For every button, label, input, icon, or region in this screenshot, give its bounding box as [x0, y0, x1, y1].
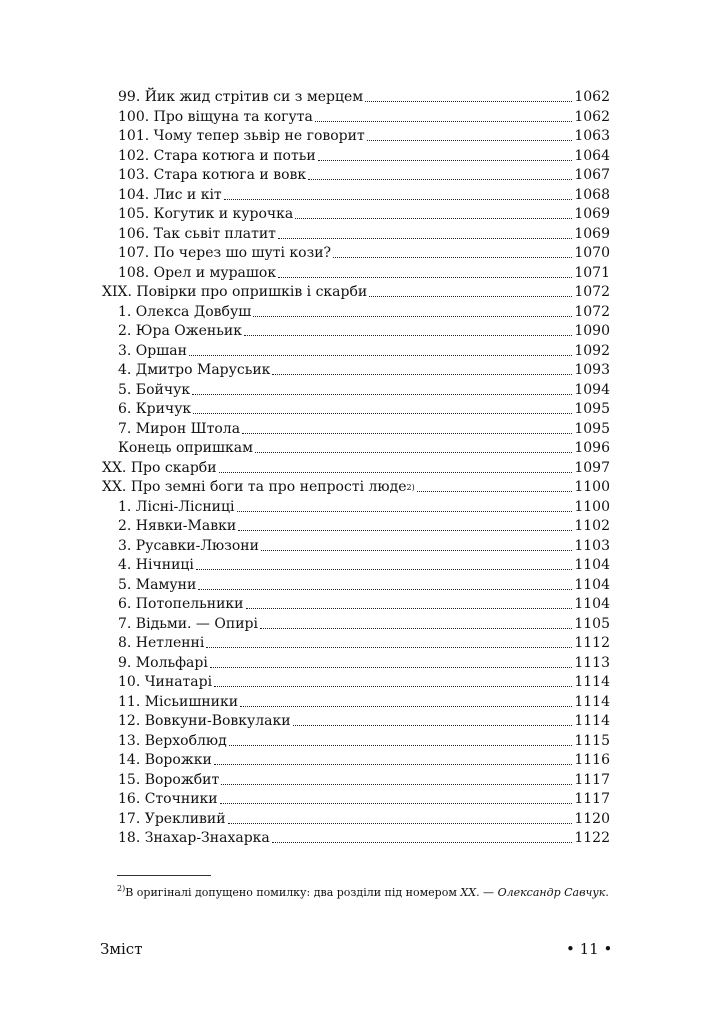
- toc-entry-page: 1064: [574, 147, 610, 164]
- toc-entry-page: 1062: [574, 89, 610, 105]
- toc-entry-page: 1097: [574, 459, 610, 476]
- dot-leader: [260, 628, 572, 629]
- dot-leader: [318, 160, 573, 161]
- dot-leader: [244, 335, 572, 336]
- toc-entry: [118, 147, 610, 166]
- toc-entry-page: 1093: [574, 362, 610, 378]
- dot-leader: [240, 706, 572, 707]
- toc-entry-title: 106. Так сьвіт платит: [118, 225, 276, 242]
- dot-leader: [253, 316, 572, 317]
- toc-entry-page: 1070: [574, 245, 610, 261]
- toc-entry-title: 17. Урекливий: [118, 810, 226, 827]
- toc-entry-title: 5. Бойчук: [118, 381, 191, 398]
- toc-entry: [118, 595, 610, 614]
- toc-entry: [118, 205, 610, 224]
- toc-entry-page: 1120: [574, 810, 610, 827]
- toc-entry-page: 1122: [574, 830, 610, 846]
- toc-entry-page: 1069: [574, 206, 610, 222]
- toc-entry: [118, 654, 610, 673]
- footnote-rule: [117, 875, 211, 876]
- toc-entry-title: XX. Про скарби: [102, 459, 217, 476]
- footnote-em1: XX: [460, 886, 477, 899]
- footnote-end: .: [605, 886, 609, 899]
- dot-leader: [220, 803, 573, 804]
- toc-entry-page: 1102: [574, 518, 610, 534]
- toc-entry-page: 1068: [574, 186, 610, 203]
- dot-leader: [272, 842, 573, 843]
- toc-entry: [118, 186, 610, 205]
- toc-entry-page: 1090: [574, 323, 610, 339]
- toc-entry-page: 1095: [574, 420, 610, 437]
- toc-entry-page: 1112: [574, 635, 610, 651]
- dot-leader: [210, 667, 573, 668]
- toc-entry-page: 1062: [574, 108, 610, 125]
- toc-entry: [118, 361, 610, 380]
- dot-leader: [214, 686, 572, 687]
- dot-leader: [237, 511, 573, 512]
- toc-entry: [118, 615, 610, 634]
- toc-entry-title: 7. Мирон Штола: [118, 420, 241, 437]
- toc-entry-title: 102. Стара котюга и потьи: [118, 147, 316, 164]
- toc-entry-title: 2. Нявки-Мавки: [118, 518, 237, 534]
- dot-leader: [224, 199, 573, 200]
- toc-entry: [118, 634, 610, 653]
- toc-entry: [118, 732, 610, 751]
- toc-entry: [118, 225, 610, 244]
- dot-leader: [308, 179, 572, 180]
- toc-entry-page: 1072: [574, 303, 610, 320]
- dot-leader: [272, 374, 572, 375]
- dot-leader: [246, 608, 573, 609]
- toc-entry-title: 100. Про віщуна та когута: [118, 108, 313, 125]
- toc-entry: [102, 459, 610, 478]
- toc-entry: [118, 712, 610, 731]
- toc-entry-title: 9. Мольфарі: [118, 654, 208, 671]
- toc-entry: [118, 537, 610, 556]
- footnote-ref: 2): [406, 483, 415, 492]
- toc-entry: [118, 439, 610, 458]
- toc-entry: [118, 810, 610, 829]
- toc-entry-page: 1100: [574, 479, 610, 495]
- toc-entry: [118, 673, 610, 692]
- toc-entry: [118, 771, 610, 790]
- footnote-author: Олександр Савчук: [497, 886, 606, 899]
- dot-leader: [367, 140, 573, 141]
- toc-entry-page: 1072: [574, 284, 610, 300]
- toc-entry-page: 1094: [574, 381, 610, 398]
- toc-entry-title: 1. Лісні-Лісниці: [118, 498, 235, 515]
- toc-entry: [118, 790, 610, 809]
- dot-leader: [196, 569, 572, 570]
- toc-entry: [118, 400, 610, 419]
- toc-entry-page: 1069: [574, 225, 610, 242]
- toc-entry-page: 1105: [574, 615, 610, 632]
- toc-entry-page: 1117: [574, 791, 610, 807]
- toc-entry: [118, 342, 610, 361]
- dot-leader: [417, 491, 573, 492]
- toc-entry-title: 5. Мамуни: [118, 576, 197, 593]
- toc-entry-title: 101. Чому тепер зьвір не говорит: [118, 128, 365, 144]
- dot-leader: [198, 589, 572, 590]
- footnote-marker: 2): [117, 884, 126, 893]
- dot-leader: [206, 647, 572, 648]
- toc-entry-title: 12. Вовкуни-Вовкулаки: [118, 713, 291, 729]
- toc-entry-title: 105. Когутик и курочка: [118, 206, 294, 222]
- dot-leader: [192, 394, 572, 395]
- dot-leader: [333, 257, 572, 258]
- toc-entry: [118, 303, 610, 322]
- toc-entry-page: 1067: [574, 167, 610, 183]
- toc-entry: [118, 556, 610, 575]
- toc-entry-title: 7. Відьми. — Опирі: [118, 615, 258, 632]
- toc-entry-title: 13. Верхоблюд: [118, 732, 227, 749]
- toc-entry-title: 103. Стара котюга и вовк: [118, 167, 307, 183]
- toc-entry-title: 3. Оршан: [118, 342, 187, 359]
- toc-entry-title: 4. Дмитро Марусьик: [118, 362, 271, 378]
- dot-leader: [238, 530, 572, 531]
- toc-entry-page: 1100: [574, 498, 610, 515]
- toc-entry: [102, 478, 610, 497]
- toc-entry-page: 1071: [574, 264, 610, 281]
- toc-entry: [118, 244, 610, 263]
- toc-entry: [118, 576, 610, 595]
- toc-entry-page: 1116: [574, 752, 610, 768]
- toc-entry: [102, 283, 610, 302]
- toc-entry-title: 6. Кричук: [118, 401, 192, 417]
- dot-leader: [261, 550, 572, 551]
- dot-leader: [219, 472, 573, 473]
- toc-entry-page: 1104: [574, 576, 610, 593]
- toc-entry-title: 18. Знахар-Знахарка: [118, 830, 270, 846]
- dot-leader: [242, 433, 572, 434]
- dot-leader: [369, 296, 572, 297]
- toc-entry: [118, 108, 610, 127]
- toc-entry-title: 99. Йик жид стрітив си з мерцем: [118, 89, 364, 105]
- toc-entry: [118, 166, 610, 185]
- toc-entry-title: 108. Орел и мурашок: [118, 264, 277, 281]
- toc-entry-title: 14. Ворожки: [118, 752, 212, 768]
- toc-entry-page: 1114: [574, 693, 610, 710]
- toc-entry-page: 1063: [574, 128, 610, 144]
- toc-entry-page: 1103: [574, 537, 610, 554]
- dot-leader: [255, 452, 572, 453]
- toc-entry-page: 1092: [574, 342, 610, 359]
- toc-entry-page: 1115: [574, 732, 610, 749]
- toc-entry: [118, 420, 610, 439]
- toc-entry-title: 3. Русавки-Люзони: [118, 537, 259, 554]
- toc-entry-page: 1114: [574, 674, 610, 690]
- dot-leader: [193, 413, 572, 414]
- toc-entry: [118, 498, 610, 517]
- footnote-middle: . —: [476, 886, 498, 899]
- toc-entry-title: Конець опришкам: [118, 440, 254, 456]
- toc-entry: [118, 693, 610, 712]
- toc-entry-page: 1095: [574, 401, 610, 417]
- dot-leader: [278, 277, 572, 278]
- toc-entry: [118, 517, 610, 536]
- toc-entry: [118, 829, 610, 848]
- dot-leader: [228, 823, 573, 824]
- toc-entry-page: 1104: [574, 557, 610, 573]
- footnote: [117, 882, 609, 900]
- dot-leader: [293, 725, 573, 726]
- toc-entry-title: 8. Нетленні: [118, 635, 205, 651]
- dot-leader: [365, 101, 572, 102]
- dot-leader: [278, 238, 572, 239]
- toc-entry-page: 1096: [574, 440, 610, 456]
- toc-entry-title: 16. Сточники: [118, 791, 218, 807]
- toc-entry-page: 1117: [574, 771, 610, 788]
- toc-entry-page: 1114: [574, 713, 610, 729]
- toc-entry-page: 1104: [574, 596, 610, 612]
- toc-entry-title: XX. Про земні боги та про непрості люде: [102, 479, 407, 495]
- footer-section-title: Зміст: [100, 940, 143, 958]
- toc-entry-title: 104. Лис и кіт: [118, 186, 222, 203]
- dot-leader: [229, 745, 573, 746]
- dot-leader: [295, 218, 572, 219]
- page-number: • 11 •: [566, 940, 613, 958]
- toc-entry: [118, 751, 610, 770]
- toc-entry-title: 6. Потопельники: [118, 596, 244, 612]
- toc-entry: [118, 127, 610, 146]
- dot-leader: [221, 784, 572, 785]
- dot-leader: [315, 121, 573, 122]
- toc-entry: [118, 88, 610, 107]
- toc-entry: [118, 264, 610, 283]
- toc-entry-title: 1. Олекса Довбуш: [118, 303, 252, 320]
- toc-entry-title: 10. Чинатарі: [118, 674, 213, 690]
- toc-entry-title: 15. Ворожбит: [118, 771, 220, 788]
- dot-leader: [214, 764, 573, 765]
- dot-leader: [189, 355, 572, 356]
- toc-entry-title: 4. Нічниці: [118, 557, 194, 573]
- toc-entry: [118, 322, 610, 341]
- toc-entry-title: XIX. Повірки про опришків і скарби: [102, 284, 368, 300]
- toc-entry-title: 11. Місьишники: [118, 693, 239, 710]
- toc-entry-title: 107. По через шо шуті кози?: [118, 245, 332, 261]
- footnote-text: В оригіналі допущено помилку: два розділи під номером: [125, 886, 461, 899]
- toc-entry: [118, 381, 610, 400]
- toc-entry-title: 2. Юра Оженьик: [118, 323, 242, 339]
- toc-entry-page: 1113: [574, 654, 610, 671]
